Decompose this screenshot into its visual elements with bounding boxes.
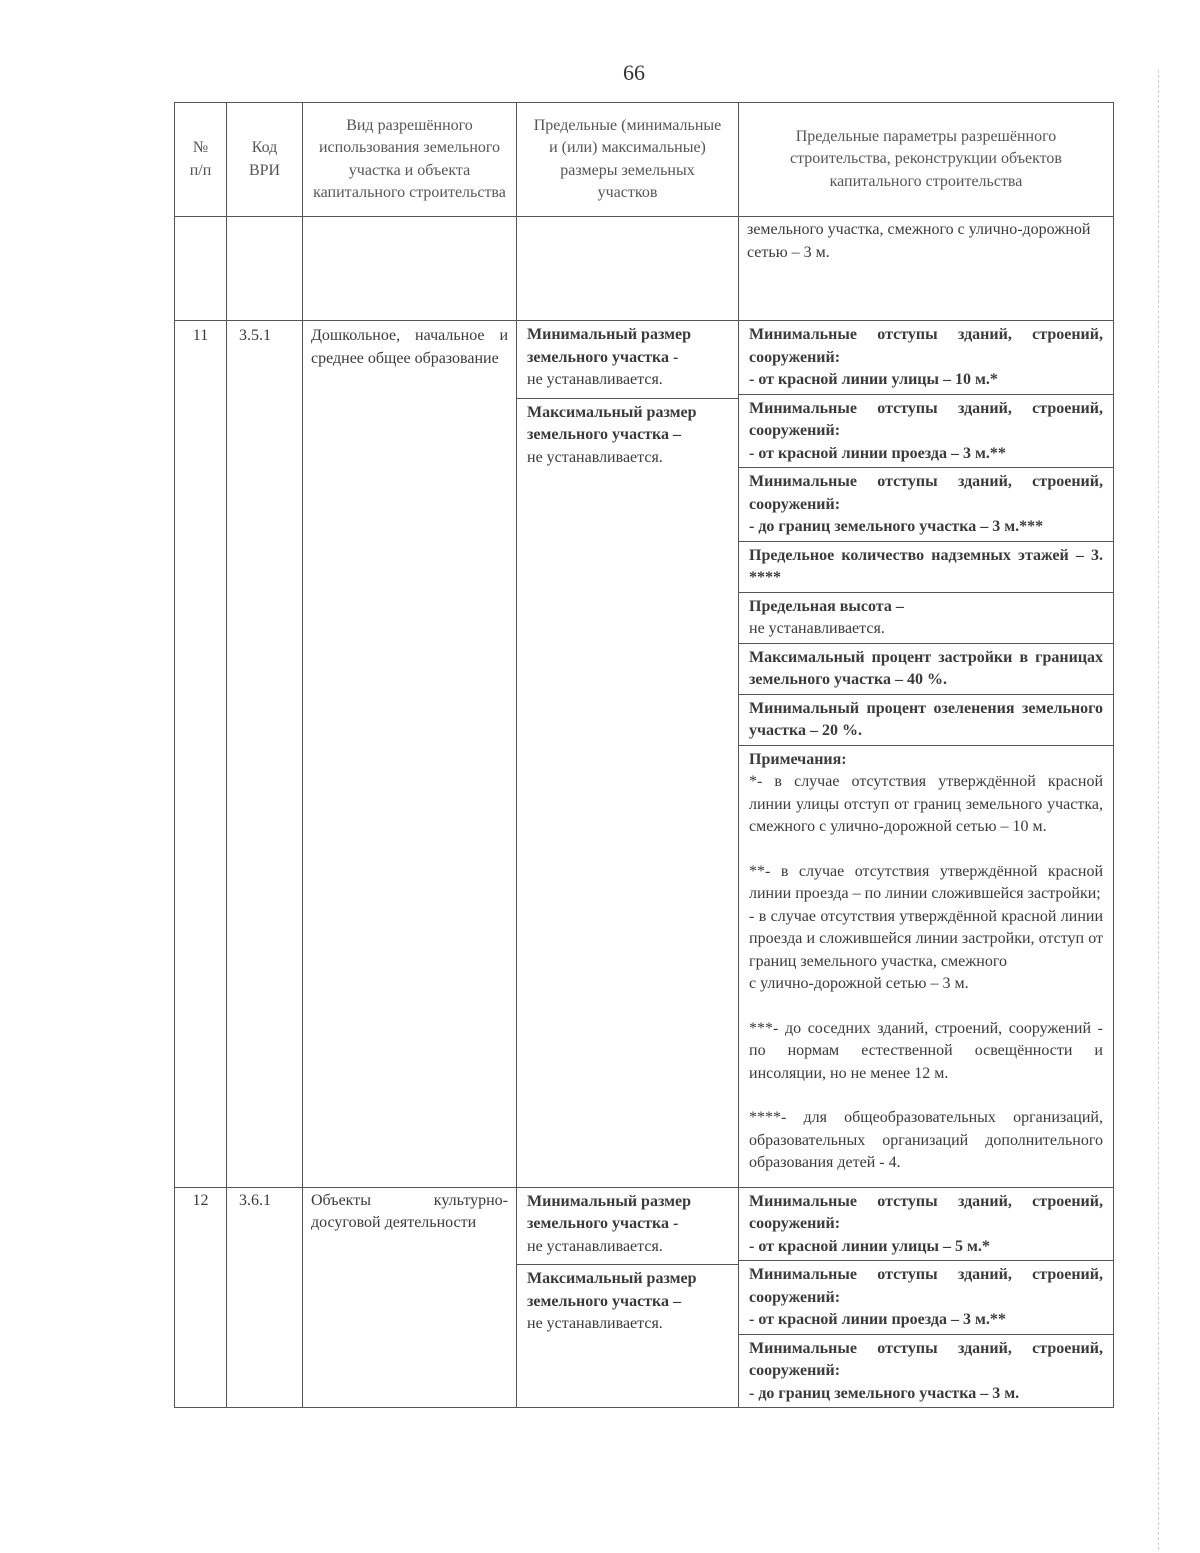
row11-note-1: *- в случае отсутствия утверждённой красной линии улицы отступ от границ земельного участка, смежного с улично-дорожной сетью – 10 м. xyxy=(749,773,1103,835)
row12-num: 12 xyxy=(175,1187,227,1408)
row11-param-6: Максимальный процент застройки в границах земельного участка – 40 %. xyxy=(739,644,1113,695)
row12-param-2: Минимальные отступы зданий, строений, сооружений: - от красной линии проезда – 3 м.** xyxy=(739,1261,1113,1335)
row12-type: Объекты культурно-досуговой деятельности xyxy=(303,1187,517,1408)
row11-max-title: Максимальный размер земельного участка – xyxy=(527,403,697,443)
row11-note-2: **- в случае отсутствия утверждённой красной линии проезда – по линии сложившейся застройки; - в случае отсутствия утверждённой красной линии проезда и сложившейся линии застройки, отступ от границ земельного участка, смежного с улично-дорожной сетью – 3 м. xyxy=(749,862,1103,992)
row11-notes-title: Примечания: xyxy=(749,750,847,768)
row12-min-title: Минимальный размер земельного участка - xyxy=(527,1192,692,1232)
row11-note-3: ***- до соседних зданий, строений, сооружений - по нормам естественной освещённости и инсоляции, но не менее 12 м. xyxy=(749,1019,1103,1082)
row12-param-1: Минимальные отступы зданий, строений, сооружений: - от красной линии улицы – 5 м.* xyxy=(739,1188,1113,1262)
row11-note-4: ****- для общеобразовательных организаций, образовательных организаций дополнительного образования детей - 4. xyxy=(749,1109,1103,1171)
row11-code: 3.5.1 xyxy=(227,321,303,1188)
continued-params-text: земельного участка, смежного с улично-дорожной сетью – 3 м. xyxy=(747,221,1091,261)
row11-sizes xyxy=(517,321,739,1188)
header-num: № п/п xyxy=(175,103,227,217)
row11-type: Дошкольное, начальное и среднее общее образование xyxy=(303,321,517,1188)
row11-param-1: Минимальные отступы зданий, строений, сооружений: - от красной линии улицы – 10 м.* xyxy=(739,321,1113,395)
row11-params xyxy=(739,321,1114,1188)
table-header-row xyxy=(175,103,1114,217)
row11-num: 11 xyxy=(175,321,227,1188)
row11-max-value: не устанавливается. xyxy=(527,448,663,466)
page-number: 66 xyxy=(623,60,645,85)
table-row-12 xyxy=(175,1187,1114,1408)
row11-param-7: Минимальный процент озеленения земельного участка – 20 %. xyxy=(739,695,1113,746)
header-code: Код ВРИ xyxy=(227,103,303,217)
row11-param-4: Предельное количество надземных этажей – 3. **** xyxy=(739,542,1113,593)
row11-param-3: Минимальные отступы зданий, строений, сооружений: - до границ земельного участка – 3 м.*** xyxy=(739,468,1113,542)
row12-max-value: не устанавливается. xyxy=(527,1315,663,1332)
row12-code: 3.6.1 xyxy=(227,1187,303,1408)
scan-edge-line xyxy=(1158,70,1160,1550)
row11-min-value: не устанавливается. xyxy=(527,371,663,388)
header-type: Вид разрешённого использования земельного участка и объекта капитального строительства xyxy=(303,103,517,217)
table-row-continued xyxy=(175,217,1114,321)
regulations-table xyxy=(174,102,1114,1408)
row12-param-3: Минимальные отступы зданий, строений, сооружений: - до границ земельного участка – 3 м. xyxy=(749,1339,1103,1402)
row11-param-5: Предельная высота – не устанавливается. xyxy=(739,593,1113,644)
table-row-11 xyxy=(175,321,1114,1188)
row11-notes xyxy=(739,746,1113,1187)
row11-min-title: Минимальный размер земельного участка - xyxy=(527,326,692,366)
row12-max-title: Максимальный размер земельного участка – xyxy=(527,1270,697,1310)
row12-sizes xyxy=(517,1187,739,1408)
header-sizes: Предельные (минимальные и (или) максимальные) размеры земельных участков xyxy=(517,103,739,217)
row11-param-2: Минимальные отступы зданий, строений, сооружений: - от красной линии проезда – 3 м.** xyxy=(739,395,1113,469)
row12-min-value: не устанавливается. xyxy=(527,1237,663,1255)
header-params: Предельные параметры разрешённого строительства, реконструкции объектов капитального строительства xyxy=(739,103,1114,217)
row12-params xyxy=(739,1187,1114,1408)
